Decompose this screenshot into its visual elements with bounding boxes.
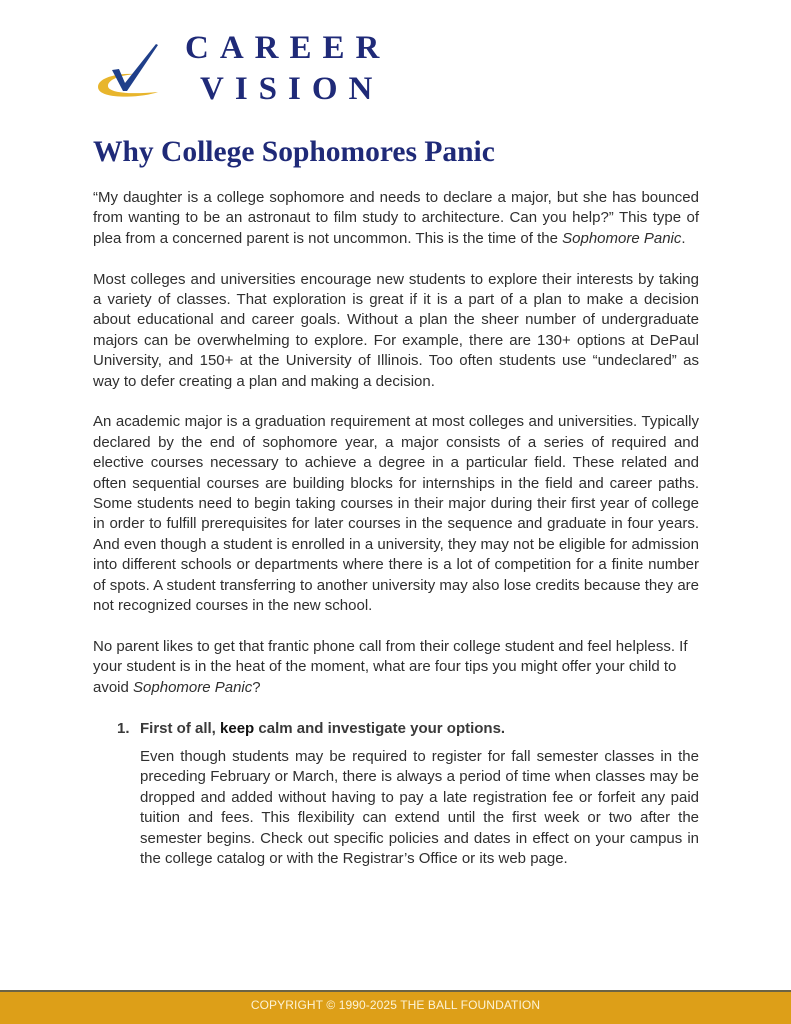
tips-list xyxy=(93,719,699,870)
tip-item xyxy=(93,719,699,870)
intro-paragraph xyxy=(93,188,699,249)
emphasis-text: Sophomore Panic xyxy=(133,678,253,696)
paragraph-text: ? xyxy=(252,678,261,696)
paragraph-text: . xyxy=(681,229,686,247)
tip-heading xyxy=(140,719,699,739)
paragraph-text: “My daughter is a college sophomore and needs to declare a major, but she has bounced from wanting to be an astronaut to film study to architecture. Can you help?” This type of plea from a concerned parent is not uncommon. This is the time of the xyxy=(93,189,699,247)
logo-wordmark-line2: VISION xyxy=(200,71,384,107)
tips-intro-paragraph xyxy=(93,637,699,698)
emphasis-text: Sophomore Panic xyxy=(562,229,682,247)
article-body xyxy=(93,188,699,890)
copyright-text: COPYRIGHT © 1990-2025 THE BALL FOUNDATION xyxy=(250,998,541,1012)
tip-body: Even though students may be required to register for fall semester classes in the preceding February or March, there is always a period of time when classes may be dropped and added without having to pay a late registration fee or forfeit any paid tuition and fees. This flexibility can extend until the first week or two after the semester begins. Check out specific policies and dates in effect on your campus in the college catalog or with the Registrar’s Office or its web page. xyxy=(140,747,699,867)
exploration-paragraph: Most colleges and universities encourage new students to explore their interests by taking a variety of classes. That exploration is great if it is a part of a plan to make a decision about educational and career goals. Without a plan the sheer number of undergraduate majors can be overwhelming to explore. For example, there are 130+ options at DePaul University, and 150+ at the University of Illinois. Too often students use “undeclared” as way to defer creating a plan and making a decision. xyxy=(93,270,699,390)
tip-heading-text: calm and investigate your options. xyxy=(254,719,506,737)
paragraph-text: No parent likes to get that frantic phone call from their college student and feel helpless. If your student is in the heat of the moment, what are four tips you might offer your child to avoid xyxy=(93,637,688,696)
tip-heading-emphasis: keep xyxy=(220,719,255,737)
career-vision-logo xyxy=(92,32,392,112)
copyright-footer xyxy=(0,990,791,1024)
academic-major-paragraph: An academic major is a graduation requirement at most colleges and universities. Typically declared by the end of sophomore year, a major consists of a series of required and elective courses necessary to achieve a degree in a particular field. These related and often sequential courses are building blocks for internships in the field and career paths. Some students need to begin taking courses in their major during their first year of college in order to fulfill prerequisites for later courses in the sequence and graduate in four years. And even though a student is enrolled in a university, they may not be eligible for admission into different schools or departments where there is a lot of competition for a finite number of spots. A student transferring to another university may also lose credits because they are not recognized courses in the new school. xyxy=(93,413,699,615)
page-title: Why College Sophomores Panic xyxy=(93,136,495,168)
logo-wordmark-line1: CAREER xyxy=(185,30,391,66)
tip-number: 1. xyxy=(117,719,130,737)
checkmark-swoosh-icon xyxy=(92,40,164,104)
tip-heading-text: First of all, xyxy=(140,719,221,737)
